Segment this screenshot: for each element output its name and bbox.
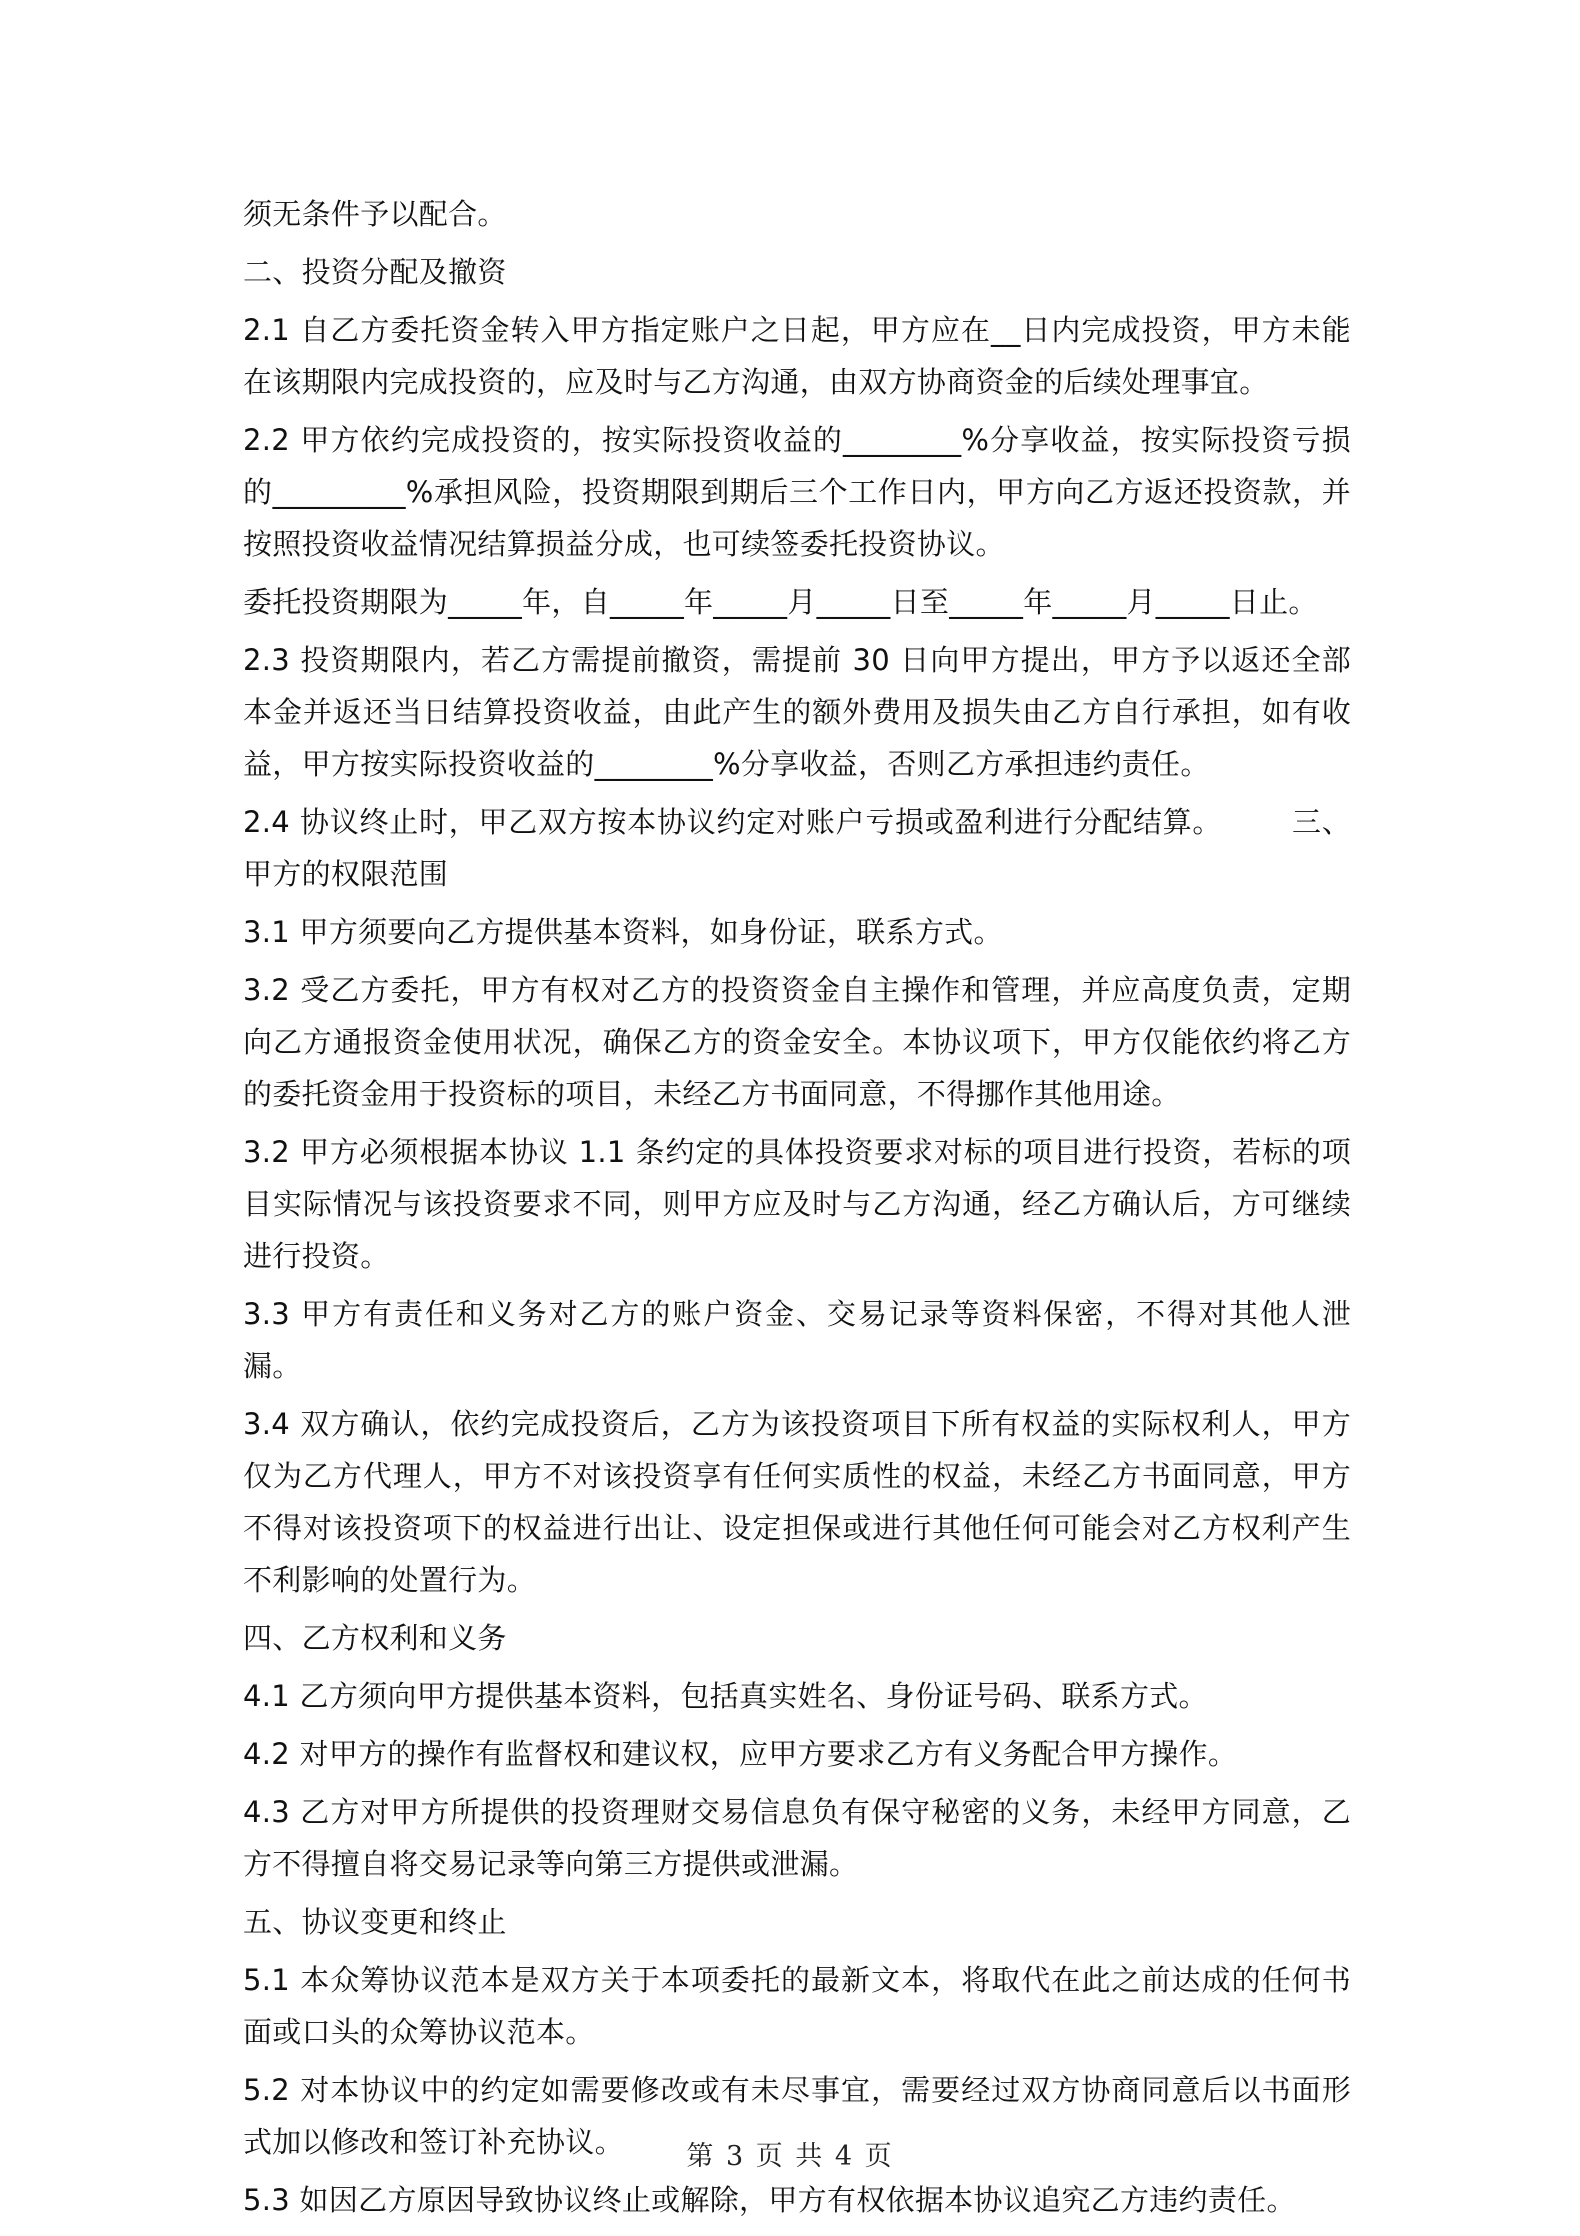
clause-4-3: 4.3 乙方对甲方所提供的投资理财交易信息负有保守秘密的义务，未经甲方同意，乙方不得擅自将交易记录等向第三方提供或泄漏。	[243, 1795, 1351, 1881]
document-body	[243, 188, 1351, 2232]
clause-3-4: 3.4 双方确认，依约完成投资后，乙方为该投资项目下所有权益的实际权利人，甲方仅为乙方代理人，甲方不对该投资享有任何实质性的权益，未经乙方书面同意，甲方不得对该投资项下的权益进行出让、设定担保或进行其他任何可能会对乙方权利产生不利影响的处置行为。	[243, 1407, 1351, 1597]
clause-5-1: 5.1 本众筹协议范本是双方关于本项委托的最新文本，将取代在此之前达成的任何书面或口头的众筹协议范本。	[243, 1963, 1351, 2049]
section-heading: 五、协议变更和终止	[243, 1905, 507, 1939]
clause-5-3: 5.3 如因乙方原因导致协议终止或解除，甲方有权依据本协议追究乙方违约责任。	[243, 2183, 1296, 2217]
clause-4-1: 4.1 乙方须向甲方提供基本资料，包括真实姓名、身份证号码、联系方式。	[243, 1679, 1208, 1713]
clause-3-1: 3.1 甲方须要向乙方提供基本资料，如身份证，联系方式。	[243, 915, 1003, 949]
clause-3-2b: 3.2 甲方必须根据本协议 1.1 条约定的具体投资要求对标的项目进行投资，若标的项目实际情况与该投资要求不同，则甲方应及时与乙方沟通，经乙方确认后，方可继续进行投资。	[243, 1135, 1351, 1273]
clause-3-2: 3.2 受乙方委托，甲方有权对乙方的投资资金自主操作和管理，并应高度负责，定期向乙方通报资金使用状况，确保乙方的资金安全。本协议项下，甲方仅能依约将乙方的委托资金用于投资标的项目，未经乙方书面同意，不得挪作其他用途。	[243, 973, 1351, 1111]
clause-2-2: 2.2 甲方依约完成投资的，按实际投资收益的________%分享收益，按实际投资亏损的_________%承担风险，投资期限到期后三个工作日内，甲方向乙方返还投资款，并按照投资收益情况结算损益分成，也可续签委托投资协议。	[243, 423, 1351, 561]
clause-3-3: 3.3 甲方有责任和义务对乙方的账户资金、交易记录等资料保密，不得对其他人泄漏。	[243, 1297, 1351, 1383]
clause-2-4: 2.4 协议终止时，甲乙双方按本协议约定对账户亏损或盈利进行分配结算。 三、甲方的权限范围	[243, 805, 1351, 891]
section-heading: 四、乙方权利和义务	[243, 1621, 507, 1655]
paragraph: 须无条件予以配合。	[243, 197, 507, 231]
investment-term-line: 委托投资期限为_____年，自_____年_____月_____日至_____年_____月_____日止。	[243, 585, 1318, 619]
clause-4-2: 4.2 对甲方的操作有监督权和建议权，应甲方要求乙方有义务配合甲方操作。	[243, 1737, 1238, 1771]
section-heading: 二、投资分配及撤资	[243, 255, 507, 289]
clause-2-3: 2.3 投资期限内，若乙方需提前撤资，需提前 30 日向甲方提出，甲方予以返还全部本金并返还当日结算投资收益，由此产生的额外费用及损失由乙方自行承担，如有收益，甲方按实际投资收益的________%分享收益，否则乙方承担违约责任。	[243, 643, 1351, 781]
clause-2-1: 2.1 自乙方委托资金转入甲方指定账户之日起，甲方应在__日内完成投资，甲方未能在该期限内完成投资的，应及时与乙方沟通，由双方协商资金的后续处理事宜。	[243, 313, 1351, 399]
clause-5-2: 5.2 对本协议中的约定如需要修改或有未尽事宜，需要经过双方协商同意后以书面形式加以修改和签订补充协议。	[243, 2073, 1351, 2159]
page-number-footer: 第 3 页 共 4 页	[686, 2141, 894, 2172]
